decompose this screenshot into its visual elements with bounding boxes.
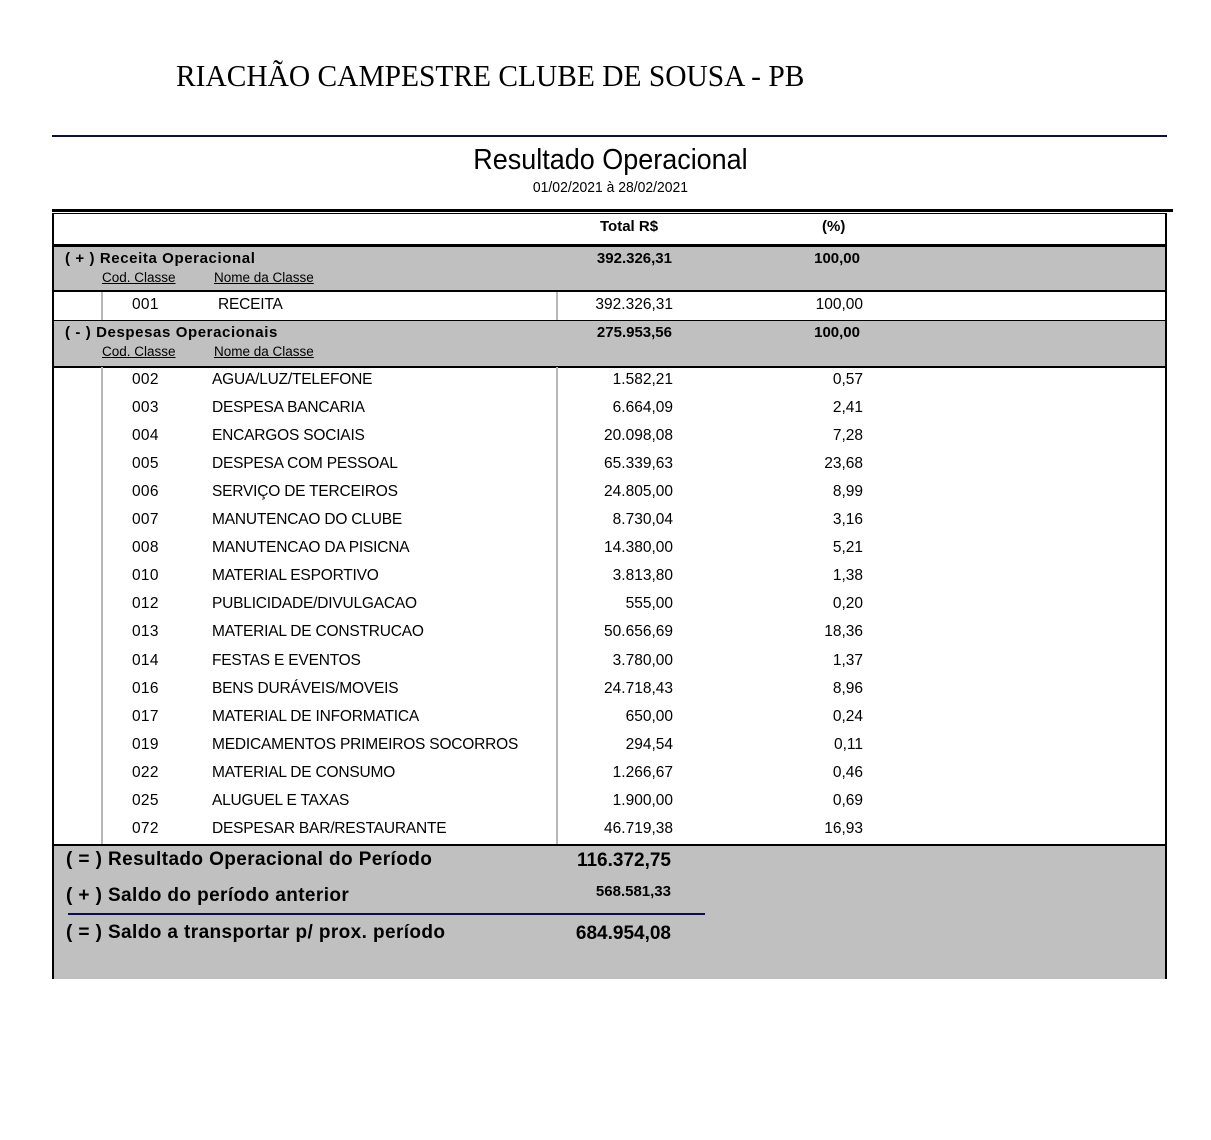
row-total: 555,00 [625, 595, 673, 613]
row-percent: 1,38 [832, 567, 863, 585]
table-row [54, 788, 1165, 816]
table-row [54, 367, 1165, 395]
table-row [54, 591, 1165, 619]
row-cod: 072 [132, 819, 159, 837]
row-nome: MATERIAL DE INFORMATICA [212, 707, 419, 725]
row-nome: DESPESAR BAR/RESTAURANTE [212, 819, 447, 837]
report-title: Resultado Operacional [473, 144, 748, 176]
row-percent: 8,99 [832, 483, 863, 501]
row-percent: 0,20 [832, 595, 863, 613]
row-cod: 004 [132, 427, 159, 445]
saldo-anterior-label: ( + ) Saldo do período anterior [66, 885, 350, 906]
report-table [52, 213, 1167, 979]
row-percent: 0,46 [832, 763, 863, 781]
row-cod: 001 [132, 296, 159, 313]
row-cod: 008 [132, 539, 159, 557]
row-total: 46.719,38 [604, 819, 673, 837]
row-percent: 1,37 [832, 651, 863, 669]
summary-footer [54, 844, 1165, 979]
row-total: 24.805,00 [604, 483, 673, 501]
receita-rows [54, 292, 1165, 320]
row-total: 8.730,04 [612, 511, 673, 529]
row-percent: 7,28 [832, 427, 863, 445]
row-total: 50.656,69 [604, 623, 673, 641]
row-total: 14.380,00 [604, 539, 673, 557]
row-percent: 0,57 [832, 371, 863, 388]
row-percent: 0,24 [832, 707, 863, 725]
row-percent: 100,00 [815, 296, 863, 313]
row-cod: 003 [132, 399, 159, 417]
row-total: 1.900,00 [612, 791, 673, 809]
table-row [54, 507, 1165, 535]
row-percent: 3,16 [832, 511, 863, 529]
table-header [54, 214, 1165, 247]
row-total: 3.813,80 [612, 567, 673, 585]
row-cod: 017 [132, 707, 159, 725]
row-cod: 025 [132, 791, 159, 809]
table-row [54, 451, 1165, 479]
row-total: 20.098,08 [604, 427, 673, 445]
section-receita-percent: 100,00 [814, 250, 860, 267]
row-percent: 16,93 [824, 819, 863, 837]
table-row [54, 732, 1165, 760]
row-cod: 012 [132, 595, 159, 613]
row-percent: 23,68 [824, 455, 863, 473]
column-header-nome-classe: Nome da Classe [214, 270, 314, 285]
section-receita-label: ( + ) Receita Operacional [65, 250, 256, 267]
saldo-transportar-value: 684.954,08 [575, 923, 671, 944]
row-nome: MANUTENCAO DA PISICNA [212, 539, 410, 557]
row-total: 6.664,09 [612, 399, 673, 417]
column-header-percent: (%) [822, 218, 846, 235]
header-divider [52, 135, 1167, 137]
table-row [54, 648, 1165, 676]
section-despesa-percent: 100,00 [814, 324, 860, 341]
table-row [54, 619, 1165, 647]
row-nome: MATERIAL DE CONSTRUCAO [212, 623, 424, 641]
row-percent: 5,21 [832, 539, 863, 557]
row-total: 1.266,67 [612, 763, 673, 781]
column-header-cod-classe: Cod. Classe [102, 344, 176, 359]
report-period: 01/02/2021 à 28/02/2021 [532, 179, 689, 196]
saldo-anterior-value: 568.581,33 [595, 883, 671, 900]
row-cod: 022 [132, 763, 159, 781]
row-cod: 006 [132, 483, 159, 501]
row-cod: 014 [132, 651, 159, 669]
row-total: 3.780,00 [612, 651, 673, 669]
column-header-total: Total R$ [600, 218, 659, 235]
table-row [54, 292, 1165, 320]
table-row [54, 563, 1165, 591]
section-receita-total: 392.326,31 [596, 250, 672, 267]
row-nome: DESPESA COM PESSOAL [212, 455, 398, 473]
row-cod: 013 [132, 623, 159, 641]
row-percent: 0,11 [833, 735, 863, 753]
table-row [54, 676, 1165, 704]
table-row [54, 535, 1165, 563]
row-nome: AGUA/LUZ/TELEFONE [212, 371, 373, 388]
row-total: 65.339,63 [604, 455, 673, 473]
row-total: 24.718,43 [604, 679, 673, 697]
row-cod: 007 [132, 511, 159, 529]
section-receita-header [54, 247, 1165, 292]
row-nome: MEDICAMENTOS PRIMEIROS SOCORROS [212, 735, 519, 753]
section-despesa-label: ( - ) Despesas Operacionais [65, 324, 278, 341]
row-nome: FESTAS E EVENTOS [212, 651, 361, 669]
resultado-periodo-value: 116.372,75 [576, 850, 671, 871]
row-total: 392.326,31 [595, 296, 673, 313]
row-nome: BENS DURÁVEIS/MOVEIS [212, 679, 399, 697]
despesa-rows [54, 367, 1165, 844]
row-nome: DESPESA BANCARIA [212, 399, 365, 417]
row-total: 1.582,21 [612, 371, 673, 388]
row-nome: MANUTENCAO DO CLUBE [212, 511, 402, 529]
saldo-transportar-label: ( = ) Saldo a transportar p/ prox. período [66, 922, 446, 943]
summary-divider [68, 913, 705, 915]
row-nome: MATERIAL DE CONSUMO [212, 763, 396, 781]
section-despesa-total: 275.953,56 [596, 324, 672, 341]
column-header-nome-classe: Nome da Classe [214, 344, 314, 359]
row-cod: 010 [132, 567, 159, 585]
section-despesa-header [54, 320, 1165, 368]
table-row [54, 760, 1165, 788]
row-cod: 002 [132, 371, 159, 388]
table-row [54, 395, 1165, 423]
resultado-periodo-label: ( = ) Resultado Operacional do Período [66, 849, 433, 870]
row-percent: 0,69 [832, 791, 863, 809]
row-cod: 019 [132, 735, 159, 753]
row-total: 294,54 [625, 735, 673, 753]
column-header-cod-classe: Cod. Classe [102, 270, 176, 285]
table-row [54, 816, 1165, 844]
row-nome: SERVIÇO DE TERCEIROS [212, 483, 398, 501]
table-row [54, 704, 1165, 732]
club-name: RIACHÃO CAMPESTRE CLUBE DE SOUSA - PB [176, 58, 805, 93]
row-percent: 8,96 [832, 679, 863, 697]
row-cod: 005 [132, 455, 159, 473]
row-nome: RECEITA [218, 296, 283, 313]
row-nome: PUBLICIDADE/DIVULGACAO [212, 595, 417, 613]
table-row [54, 479, 1165, 507]
row-total: 650,00 [625, 707, 673, 725]
row-percent: 2,41 [832, 399, 863, 417]
row-nome: MATERIAL ESPORTIVO [212, 567, 379, 585]
row-percent: 18,36 [824, 623, 863, 641]
table-row [54, 423, 1165, 451]
row-cod: 016 [132, 679, 159, 697]
row-nome: ENCARGOS SOCIAIS [212, 427, 365, 445]
table-top-rule [52, 209, 1173, 212]
row-nome: ALUGUEL E TAXAS [212, 791, 350, 809]
